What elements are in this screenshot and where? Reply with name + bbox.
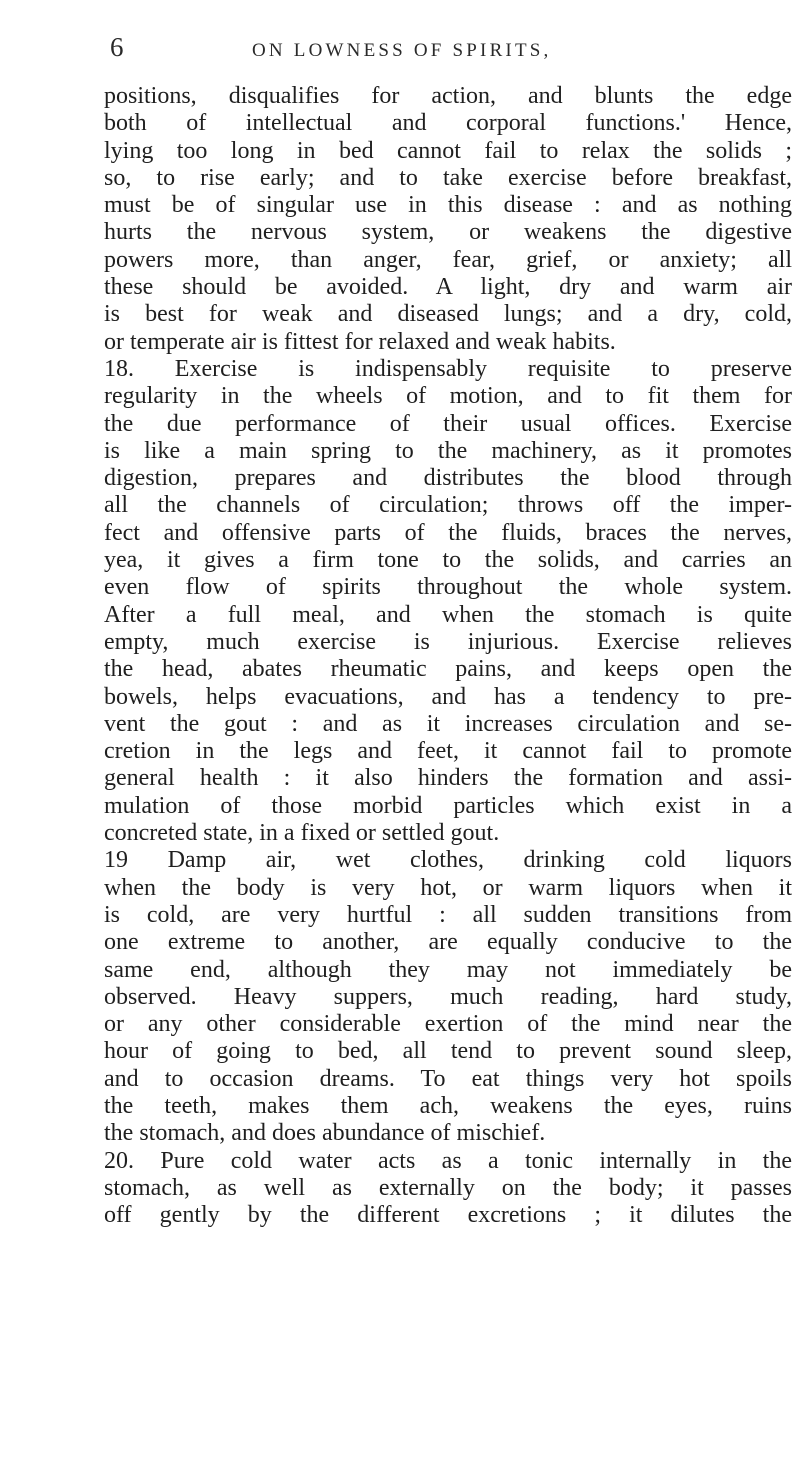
text-line: the due performance of their usual offices. Exercise [104, 410, 792, 437]
text-line: fect and offensive parts of the fluids, braces the nerves, [104, 519, 792, 546]
text-line: empty, much exercise is injurious. Exercise relieves [104, 628, 792, 655]
text-line: so, to rise early; and to take exercise before breakfast, [104, 164, 792, 191]
text-line: these should be avoided. A light, dry and warm air [104, 274, 792, 301]
text-line: even flow of spirits throughout the whole system. [104, 574, 792, 601]
text-line: digestion, prepares and distributes the blood through [104, 465, 792, 492]
text-line: or any other considerable exertion of the mind near the [104, 1011, 792, 1038]
text-line: 18. Exercise is indispensably requisite to preserve [104, 355, 792, 382]
text-line: must be of singular use in this disease : and as nothing [104, 192, 792, 219]
text-line: vent the gout : and as it increases circulation and se- [104, 710, 792, 737]
text-line: mulation of those morbid particles which exist in a [104, 792, 792, 819]
text-line: when the body is very hot, or warm liquors when it [104, 874, 792, 901]
text-line: regularity in the wheels of motion, and to fit them for [104, 383, 792, 410]
text-line: the stomach, and does abundance of mischief. [104, 1120, 546, 1147]
text-line: general health : it also hinders the formation and assi- [104, 765, 792, 792]
text-line: yea, it gives a firm tone to the solids, and carries an [104, 547, 792, 574]
text-line: the teeth, makes them ach, weakens the eyes, ruins [104, 1092, 792, 1119]
text-line: stomach, as well as externally on the body; it passes [104, 1174, 792, 1201]
text-line: is best for weak and diseased lungs; and a dry, cold, [104, 301, 792, 328]
text-line: 20. Pure cold water acts as a tonic internally in the [104, 1147, 792, 1174]
text-line: lying too long in bed cannot fail to relax the solids ; [104, 137, 792, 164]
text-line: observed. Heavy suppers, much reading, hard study, [104, 983, 792, 1010]
text-line: cretion in the legs and feet, it cannot fail to promote [104, 738, 792, 765]
text-line: powers more, than anger, fear, grief, or anxiety; all [104, 246, 792, 273]
text-line: both of intellectual and corporal functions.' Hence, [104, 110, 792, 137]
running-head [110, 32, 800, 68]
text-line: the head, abates rheumatic pains, and keeps open the [104, 656, 792, 683]
text-line: hour of going to bed, all tend to prevent sound sleep, [104, 1038, 792, 1065]
running-title: ON LOWNESS OF SPIRITS, [252, 40, 552, 61]
text-line: After a full meal, and when the stomach is quite [104, 601, 792, 628]
text-line: or temperate air is fittest for relaxed and weak habits. [104, 328, 616, 355]
text-line: 19 Damp air, wet clothes, drinking cold liquors [104, 847, 792, 874]
page-number: 6 [110, 32, 124, 62]
text-line: hurts the nervous system, or weakens the digestive [104, 219, 792, 246]
text-line: all the channels of circulation; throws off the imper- [104, 492, 792, 519]
text-line: bowels, helps evacuations, and has a tendency to pre- [104, 683, 792, 710]
text-line: one extreme to another, are equally conducive to the [104, 929, 792, 956]
text-line: same end, although they may not immediately be [104, 956, 792, 983]
text-line: off gently by the different excretions ; it dilutes the [104, 1202, 792, 1229]
text-line: is cold, are very hurtful : all sudden transitions from [104, 901, 792, 928]
body-text [104, 83, 792, 1229]
text-line: is like a main spring to the machinery, as it promotes [104, 437, 792, 464]
text-line: positions, disqualifies for action, and blunts the edge [104, 83, 792, 109]
text-line: concreted state, in a fixed or settled gout. [104, 820, 500, 847]
text-line: and to occasion dreams. To eat things very hot spoils [104, 1065, 792, 1092]
